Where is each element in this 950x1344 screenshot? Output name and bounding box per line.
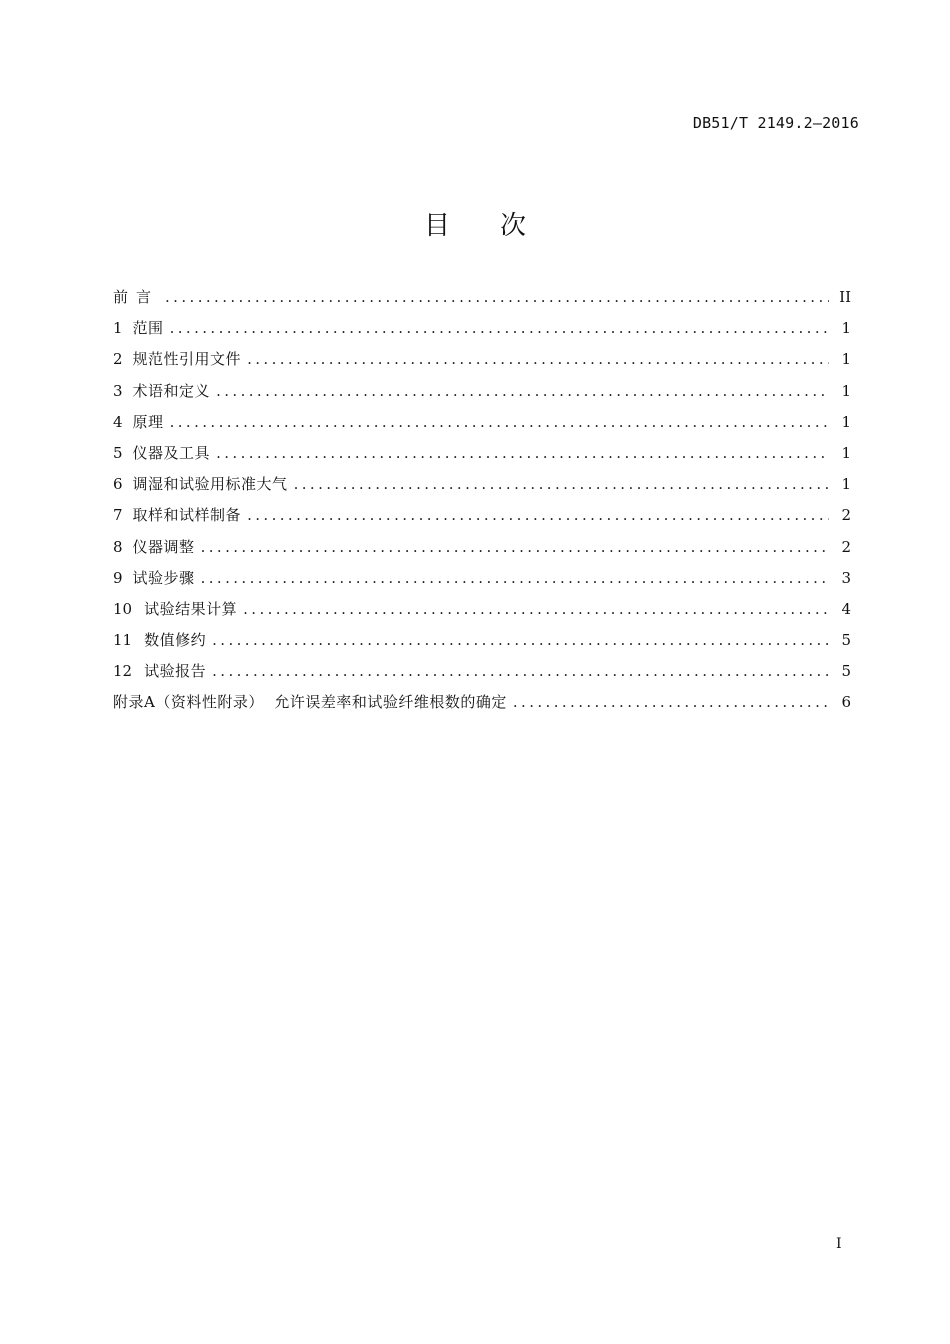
toc-entry-number: 8: [113, 537, 123, 556]
toc-entry-page: 1: [841, 319, 851, 338]
toc-entry-page: 3: [841, 568, 851, 587]
toc-entry-preface[interactable]: [113, 286, 851, 317]
table-of-contents: [113, 286, 851, 723]
toc-entry-number: 7: [113, 506, 123, 525]
toc-entry-number: 4: [113, 412, 123, 431]
toc-entry-3[interactable]: [113, 380, 851, 411]
toc-entry-6[interactable]: [113, 473, 851, 504]
toc-leader-dots: [216, 442, 829, 464]
toc-leader-dots: [170, 411, 829, 433]
toc-title: 目次: [423, 211, 576, 241]
toc-leader-dots: [216, 380, 829, 402]
toc-entry-5[interactable]: [113, 442, 851, 473]
toc-entry-label: 规范性引用文件: [132, 350, 242, 369]
toc-leader-dots: [212, 660, 829, 682]
toc-entry-1[interactable]: [113, 317, 851, 348]
toc-leader-dots: [201, 567, 829, 589]
toc-entry-page: 5: [841, 631, 851, 650]
toc-leader-dots: [247, 348, 829, 370]
toc-entry-label: 仪器调整: [132, 537, 195, 556]
toc-entry-12[interactable]: [113, 660, 851, 691]
toc-entry-7[interactable]: [113, 504, 851, 535]
toc-entry-label: 取样和试样制备: [132, 506, 242, 525]
page-number: I: [836, 1236, 842, 1252]
toc-entry-label: 仪器及工具: [132, 443, 211, 462]
toc-leader-dots: [243, 598, 829, 620]
document-code: DB51/T 2149.2—2016: [692, 114, 859, 132]
toc-leader-dots: [170, 317, 829, 339]
toc-entry-page: 6: [841, 693, 851, 712]
toc-entry-number: 1: [113, 319, 123, 338]
toc-entry-11[interactable]: [113, 629, 851, 660]
toc-entry-page: 1: [841, 381, 851, 400]
toc-entry-number: 10: [113, 599, 133, 618]
toc-entry-label: 数值修约: [144, 631, 207, 650]
toc-entry-label: 原理: [132, 412, 164, 431]
toc-leader-dots: [294, 473, 829, 495]
toc-entry-4[interactable]: [113, 411, 851, 442]
toc-leader-dots: [247, 504, 829, 526]
toc-entry-page: II: [839, 288, 851, 306]
toc-entry-label: 术语和定义: [132, 381, 211, 400]
toc-leader-dots: [201, 536, 829, 558]
toc-entry-label: 试验步骤: [132, 568, 195, 587]
toc-entry-label: 试验结果计算: [144, 599, 238, 618]
toc-entry-number: 3: [113, 381, 123, 400]
toc-leader-dots: [513, 691, 829, 713]
toc-entry-label: 前言: [113, 288, 160, 306]
toc-entry-2[interactable]: [113, 348, 851, 379]
toc-entry-page: 4: [841, 599, 851, 618]
toc-entry-number: 12: [113, 662, 133, 681]
toc-entry-9[interactable]: [113, 567, 851, 598]
toc-entry-label: 试验报告: [144, 662, 207, 681]
toc-entry-number: 6: [113, 475, 123, 494]
toc-entry-page: 1: [841, 412, 851, 431]
toc-entry-number: 11: [113, 631, 133, 650]
toc-entry-10[interactable]: [113, 598, 851, 629]
toc-entry-label: 范围: [132, 319, 164, 338]
toc-leader-dots: [212, 629, 829, 651]
toc-entry-label: 调湿和试验用标准大气: [132, 475, 288, 494]
toc-leader-dots: [165, 286, 829, 308]
toc-entry-number: 9: [113, 568, 123, 587]
toc-entry-8[interactable]: [113, 536, 851, 567]
toc-entry-page: 1: [841, 475, 851, 494]
toc-entry-label: 附录A（资料性附录） 允许误差率和试验纤维根数的确定: [113, 693, 507, 712]
toc-entry-page: 2: [841, 537, 851, 556]
toc-entry-page: 2: [841, 506, 851, 525]
toc-entry-appendix-a[interactable]: [113, 691, 851, 722]
toc-entry-page: 5: [841, 662, 851, 681]
toc-entry-number: 5: [113, 443, 123, 462]
toc-entry-number: 2: [113, 350, 123, 369]
toc-entry-page: 1: [841, 443, 851, 462]
toc-entry-page: 1: [841, 350, 851, 369]
